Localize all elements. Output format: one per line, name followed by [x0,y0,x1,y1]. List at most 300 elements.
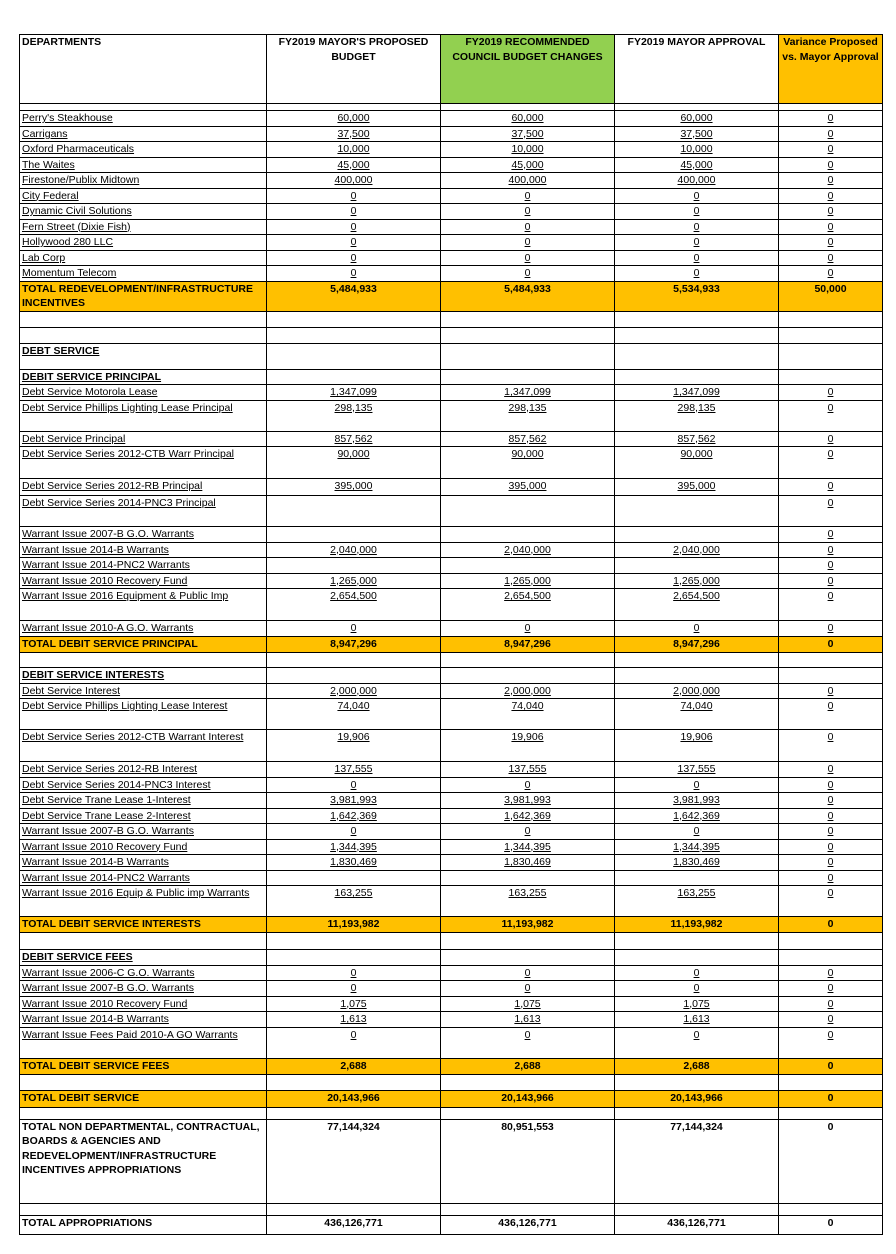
approval-value: 0 [615,824,779,840]
proposed-value: 0 [267,981,441,997]
variance-value: 0 [779,777,883,793]
approval-value: 1,265,000 [615,573,779,589]
variance-value: 0 [779,793,883,809]
council-value: 1,075 [441,996,615,1012]
empty-cell [267,369,441,385]
table-row [20,730,883,762]
table-row [20,447,883,479]
approval-value: 0 [615,250,779,266]
variance-value: 0 [779,730,883,762]
proposed-total: 77,144,324 [267,1119,441,1203]
proposed-value: 0 [267,824,441,840]
table-row [20,589,883,621]
departments-header: DEPARTMENTS [20,35,267,104]
variance-value: 0 [779,385,883,401]
row-label: Debt Service Interest [20,683,267,699]
empty-cell [267,1203,441,1215]
variance-value: 0 [779,188,883,204]
table-row [20,699,883,730]
empty-cell [615,933,779,950]
row-label: Perry's Steakhouse [20,111,267,127]
row-label: Carrigans [20,126,267,142]
table-row [20,173,883,189]
proposed-value: 60,000 [267,111,441,127]
empty-cell [615,311,779,327]
approval-value: 1,075 [615,996,779,1012]
row-label: Debt Service Series 2014-PNC3 Interest [20,777,267,793]
table-row [20,573,883,589]
empty-cell [441,667,615,683]
approval-total: 436,126,771 [615,1215,779,1234]
variance-value: 0 [779,824,883,840]
table-row [20,400,883,431]
row-label: Warrant Issue 2007-B G.O. Warrants [20,981,267,997]
variance-value: 0 [779,808,883,824]
variance-total: 0 [779,1119,883,1203]
row-label: Warrant Issue 2014-B Warrants [20,855,267,871]
council-total: 8,947,296 [441,637,615,653]
proposed-value: 0 [267,965,441,981]
approval-value: 90,000 [615,447,779,479]
proposed-value [267,870,441,886]
council-value: 1,642,369 [441,808,615,824]
proposed-value: 0 [267,250,441,266]
empty-cell [615,1203,779,1215]
proposed-value: 19,906 [267,730,441,762]
total-label: TOTAL DEBIT SERVICE INTERESTS [20,917,267,933]
council-value: 395,000 [441,479,615,496]
empty-cell [615,1074,779,1090]
approval-value: 1,642,369 [615,808,779,824]
row-label: Hollywood 280 LLC [20,235,267,251]
approval-value: 1,613 [615,1012,779,1028]
empty-cell [267,343,441,369]
approval-value: 395,000 [615,479,779,496]
council-value: 10,000 [441,142,615,158]
table-row [20,266,883,282]
approval-value: 0 [615,965,779,981]
variance-value: 0 [779,111,883,127]
section-title: DEBIT SERVICE PRINCIPAL [20,369,267,385]
section-title: DEBIT SERVICE INTERESTS [20,667,267,683]
council-value [441,496,615,527]
council-value: 37,500 [441,126,615,142]
empty-cell [267,1107,441,1119]
table-row [20,558,883,574]
proposed-value: 0 [267,1027,441,1058]
approval-value: 137,555 [615,762,779,778]
total-row [20,1119,883,1203]
approval-value: 0 [615,621,779,637]
table-row [20,250,883,266]
empty-cell [441,311,615,327]
council-value: 0 [441,777,615,793]
proposed-value: 1,265,000 [267,573,441,589]
total-row [20,917,883,933]
variance-value: 0 [779,250,883,266]
table-row [20,1012,883,1028]
proposed-value: 37,500 [267,126,441,142]
variance-total: 0 [779,1058,883,1074]
table-row [20,683,883,699]
table-row [20,235,883,251]
empty-cell [779,933,883,950]
approval-value [615,558,779,574]
proposed-total: 20,143,966 [267,1090,441,1107]
blank-row [20,311,883,327]
variance-value: 0 [779,126,883,142]
proposed-value: 74,040 [267,699,441,730]
table-row [20,542,883,558]
variance-value: 0 [779,266,883,282]
approval-value: 2,040,000 [615,542,779,558]
proposed-value: 857,562 [267,431,441,447]
row-label: Debt Service Trane Lease 2-Interest [20,808,267,824]
table-row [20,886,883,917]
row-label: Warrant Issue 2014-B Warrants [20,1012,267,1028]
empty-cell [20,327,267,343]
council-value: 298,135 [441,400,615,431]
approval-value: 10,000 [615,142,779,158]
approval-value: 857,562 [615,431,779,447]
variance-value: 0 [779,886,883,917]
council-value: 0 [441,250,615,266]
section-title-row [20,667,883,683]
row-label: Dynamic Civil Solutions [20,204,267,220]
blank-row [20,933,883,950]
proposed-value: 2,040,000 [267,542,441,558]
approval-value: 0 [615,777,779,793]
empty-cell [441,327,615,343]
table-row [20,965,883,981]
empty-cell [441,369,615,385]
council-value: 400,000 [441,173,615,189]
proposed-value: 1,642,369 [267,808,441,824]
row-label: Fern Street (Dixie Fish) [20,219,267,235]
empty-cell [441,104,615,111]
row-label: Warrant Issue 2016 Equip & Public imp Warrants [20,886,267,917]
council-value [441,527,615,543]
council-total: 5,484,933 [441,281,615,311]
proposed-value: 0 [267,266,441,282]
proposed-value: 1,830,469 [267,855,441,871]
row-label: Warrant Issue 2014-PNC2 Warrants [20,870,267,886]
row-label: Warrant Issue 2010-A G.O. Warrants [20,621,267,637]
council-value: 3,981,993 [441,793,615,809]
variance-value: 0 [779,762,883,778]
row-label: Warrant Issue 2010 Recovery Fund [20,839,267,855]
proposed-value [267,496,441,527]
council-value: 0 [441,266,615,282]
proposed-value: 2,000,000 [267,683,441,699]
council-value: 1,344,395 [441,839,615,855]
table-row [20,981,883,997]
table-row [20,762,883,778]
empty-cell [20,104,267,111]
empty-cell [779,104,883,111]
empty-cell [267,667,441,683]
council-value: 2,000,000 [441,683,615,699]
row-label: Debt Service Series 2012-CTB Warr Principal [20,447,267,479]
council-value: 90,000 [441,447,615,479]
empty-cell [441,343,615,369]
proposed-value: 0 [267,204,441,220]
approval-value: 0 [615,981,779,997]
council-value: 45,000 [441,157,615,173]
proposed-value: 0 [267,188,441,204]
empty-cell [615,652,779,667]
council-value: 60,000 [441,111,615,127]
council-value [441,558,615,574]
row-label: Warrant Issue 2010 Recovery Fund [20,996,267,1012]
approval-value: 0 [615,1027,779,1058]
approval-value [615,527,779,543]
approval-value [615,870,779,886]
council-header: FY2019 RECOMMENDED COUNCIL BUDGET CHANGES [441,35,615,104]
variance-value: 0 [779,431,883,447]
approval-value: 0 [615,235,779,251]
row-label: Warrant Issue 2007-B G.O. Warrants [20,527,267,543]
approval-value: 0 [615,204,779,220]
approval-value [615,496,779,527]
council-value: 0 [441,188,615,204]
empty-cell [441,1203,615,1215]
table-row [20,1027,883,1058]
proposed-value: 395,000 [267,479,441,496]
variance-value: 0 [779,981,883,997]
section-title-row [20,343,883,369]
approval-value: 2,000,000 [615,683,779,699]
variance-value: 0 [779,699,883,730]
empty-cell [441,933,615,950]
variance-value: 0 [779,870,883,886]
empty-cell [615,667,779,683]
empty-cell [20,933,267,950]
proposed-value: 3,981,993 [267,793,441,809]
approval-value: 37,500 [615,126,779,142]
row-label: Warrant Issue 2006-C G.O. Warrants [20,965,267,981]
empty-cell [779,1203,883,1215]
council-value: 0 [441,235,615,251]
row-label: Warrant Issue 2007-B G.O. Warrants [20,824,267,840]
empty-cell [615,369,779,385]
empty-cell [267,652,441,667]
table-row [20,111,883,127]
council-value: 1,347,099 [441,385,615,401]
table-row [20,157,883,173]
total-label: TOTAL NON DEPARTMENTAL, CONTRACTUAL, BOARDS & AGENCIES AND REDEVELOPMENT/INFRASTRUCTURE INCENTIVES APPROPRIATIONS [20,1119,267,1203]
council-value: 0 [441,824,615,840]
row-label: Oxford Pharmaceuticals [20,142,267,158]
proposed-total: 8,947,296 [267,637,441,653]
blank-row [20,1074,883,1090]
approval-value: 163,255 [615,886,779,917]
variance-value: 0 [779,219,883,235]
approval-header: FY2019 MAYOR APPROVAL [615,35,779,104]
proposed-header: FY2019 MAYOR'S PROPOSED BUDGET [267,35,441,104]
council-value: 2,654,500 [441,589,615,621]
proposed-value: 10,000 [267,142,441,158]
council-value: 0 [441,981,615,997]
variance-value: 0 [779,558,883,574]
council-value: 2,040,000 [441,542,615,558]
proposed-value: 137,555 [267,762,441,778]
row-label: Warrant Issue 2016 Equipment & Public Imp [20,589,267,621]
row-label: Warrant Issue 2014-PNC2 Warrants [20,558,267,574]
approval-value: 19,906 [615,730,779,762]
proposed-value [267,527,441,543]
council-value: 1,613 [441,1012,615,1028]
empty-cell [267,950,441,966]
variance-total: 0 [779,1090,883,1107]
proposed-value: 90,000 [267,447,441,479]
approval-value: 1,344,395 [615,839,779,855]
council-value: 74,040 [441,699,615,730]
table-row [20,808,883,824]
variance-value: 0 [779,447,883,479]
approval-total: 5,534,933 [615,281,779,311]
total-row [20,1090,883,1107]
section-title: DEBIT SERVICE FEES [20,950,267,966]
variance-value: 0 [779,965,883,981]
variance-value: 0 [779,996,883,1012]
council-value: 1,830,469 [441,855,615,871]
empty-cell [615,950,779,966]
total-label: TOTAL DEBIT SERVICE FEES [20,1058,267,1074]
approval-total: 2,688 [615,1058,779,1074]
approval-value: 0 [615,188,779,204]
council-total: 2,688 [441,1058,615,1074]
proposed-value: 0 [267,219,441,235]
variance-value: 0 [779,479,883,496]
total-label: TOTAL APPROPRIATIONS [20,1215,267,1234]
table-row [20,142,883,158]
variance-value: 0 [779,589,883,621]
proposed-value [267,558,441,574]
table-row [20,385,883,401]
empty-cell [441,950,615,966]
proposed-value: 1,344,395 [267,839,441,855]
row-label: Momentum Telecom [20,266,267,282]
variance-value: 0 [779,855,883,871]
empty-cell [441,1107,615,1119]
variance-total: 0 [779,637,883,653]
blank-row [20,1203,883,1215]
variance-value: 0 [779,542,883,558]
proposed-value: 163,255 [267,886,441,917]
empty-cell [20,1107,267,1119]
empty-cell [20,1074,267,1090]
council-value: 0 [441,204,615,220]
variance-value: 0 [779,573,883,589]
total-row [20,637,883,653]
table-row [20,793,883,809]
empty-cell [267,933,441,950]
empty-cell [441,652,615,667]
variance-value: 0 [779,683,883,699]
blank-row [20,327,883,343]
total-row [20,1215,883,1234]
row-label: Warrant Issue Fees Paid 2010-A GO Warrants [20,1027,267,1058]
empty-cell [615,327,779,343]
empty-cell [267,1074,441,1090]
variance-value: 0 [779,235,883,251]
approval-value: 1,347,099 [615,385,779,401]
approval-total: 8,947,296 [615,637,779,653]
empty-cell [779,950,883,966]
variance-total: 0 [779,917,883,933]
council-value [441,870,615,886]
approval-value: 0 [615,219,779,235]
table-row [20,126,883,142]
row-label: Debt Service Phillips Lighting Lease Principal [20,400,267,431]
council-total: 436,126,771 [441,1215,615,1234]
row-label: Debt Service Series 2014-PNC3 Principal [20,496,267,527]
council-total: 80,951,553 [441,1119,615,1203]
variance-value: 0 [779,1012,883,1028]
proposed-value: 1,075 [267,996,441,1012]
empty-cell [779,1074,883,1090]
variance-value: 0 [779,173,883,189]
empty-cell [615,343,779,369]
section-title-row [20,369,883,385]
row-label: Debt Service Series 2012-RB Principal [20,479,267,496]
variance-value: 0 [779,527,883,543]
approval-value: 45,000 [615,157,779,173]
council-value: 0 [441,1027,615,1058]
table-row [20,824,883,840]
council-value: 163,255 [441,886,615,917]
empty-cell [779,343,883,369]
empty-cell [441,1074,615,1090]
empty-cell [779,327,883,343]
table-row [20,996,883,1012]
table-row [20,188,883,204]
variance-header: Variance Proposed vs. Mayor Approval [779,35,883,104]
row-label: Debt Service Motorola Lease [20,385,267,401]
table-row [20,496,883,527]
table-row [20,621,883,637]
row-label: Debt Service Phillips Lighting Lease Interest [20,699,267,730]
table-row [20,431,883,447]
table-row [20,855,883,871]
proposed-value: 0 [267,235,441,251]
row-label: City Federal [20,188,267,204]
blank-row [20,104,883,111]
council-total: 11,193,982 [441,917,615,933]
variance-value: 0 [779,157,883,173]
proposed-total: 5,484,933 [267,281,441,311]
proposed-value: 2,654,500 [267,589,441,621]
row-label: Warrant Issue 2014-B Warrants [20,542,267,558]
variance-total: 0 [779,1215,883,1234]
empty-cell [779,652,883,667]
blank-row [20,1107,883,1119]
empty-cell [267,311,441,327]
approval-value: 60,000 [615,111,779,127]
table-row [20,204,883,220]
empty-cell [20,1203,267,1215]
total-row [20,281,883,311]
row-label: Debt Service Trane Lease 1-Interest [20,793,267,809]
approval-value: 0 [615,266,779,282]
proposed-value: 0 [267,777,441,793]
council-value: 1,265,000 [441,573,615,589]
empty-cell [20,311,267,327]
variance-value: 0 [779,496,883,527]
approval-total: 11,193,982 [615,917,779,933]
council-value: 137,555 [441,762,615,778]
